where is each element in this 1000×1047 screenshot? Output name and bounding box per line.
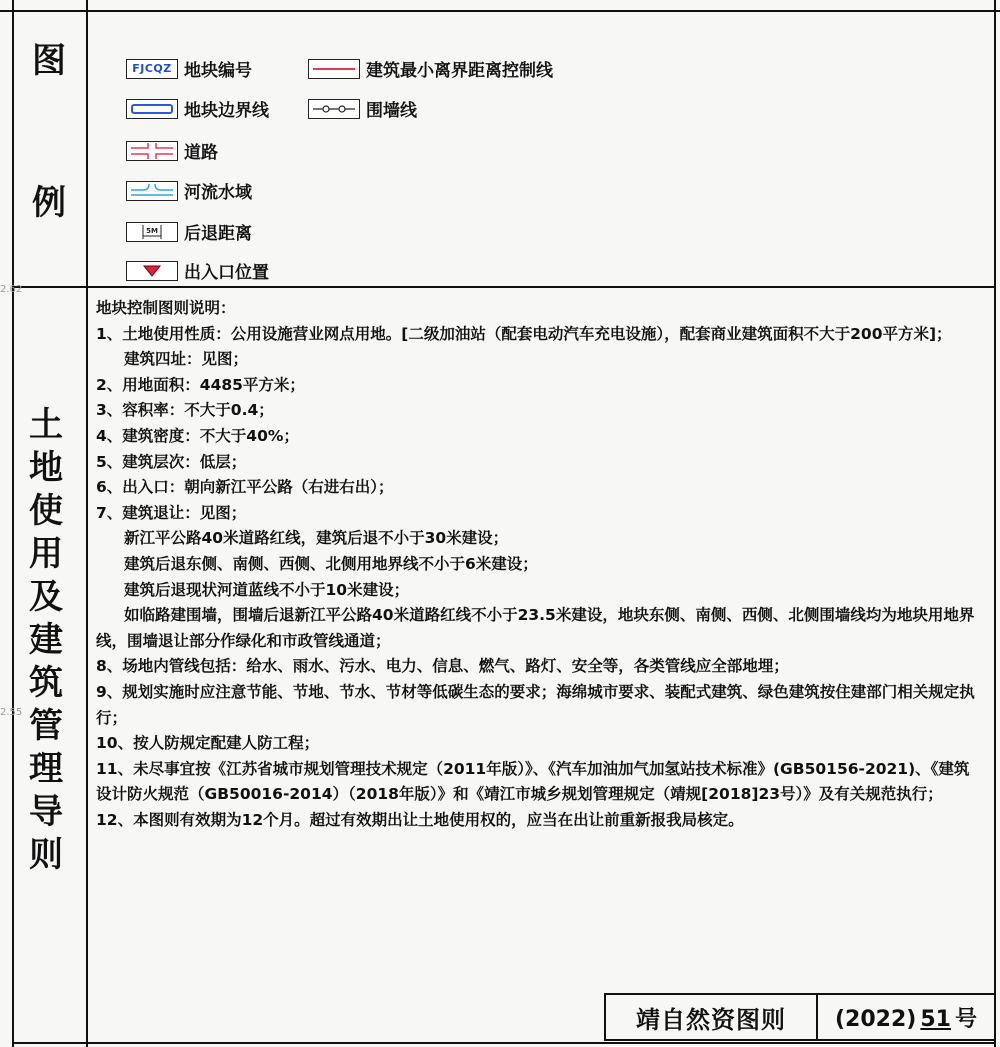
doc-number-box — [816, 993, 996, 1041]
frame-left-line — [12, 0, 14, 1047]
rule-line: 9、规划实施时应注意节能、节地、节水、节材等低碳生态的要求；海绵城市要求、装配式建筑、绿色建筑按住建部门相关规定执行； — [96, 682, 975, 727]
rules-side-label-char: 理 — [29, 749, 63, 789]
legend-min-boundary — [308, 56, 553, 81]
parcel-boundary-icon — [126, 99, 178, 119]
rules-side-label-char: 筑 — [29, 663, 63, 703]
rule-line: 10、按人防规定配建人防工程； — [96, 734, 320, 753]
rules-side-label-char: 导 — [29, 792, 63, 832]
river-icon — [126, 181, 178, 201]
legend-parcel-code — [126, 56, 252, 81]
rules-side-label-char: 则 — [29, 835, 63, 875]
rule-line: 11、未尽事宜按《江苏省城市规划管理技术规定（2011年版）》、《汽车加油加气加氢站技术标准》(GB50156-2021)、《建筑设计防火规范（GB50016-2014）（2018年版）》和《靖江市城乡规划管理规定（靖规[2018]23号）》及有关规范执行； — [96, 759, 970, 804]
entrance-icon — [126, 261, 178, 281]
rule-line: 如临路建围墙，围墙后退新江平公路40米道路红线不小于23.5米建设，地块东侧、南侧、西侧、北侧围墙线均为地块用地界线，围墙退让部分作绿化和市政管线通道； — [96, 606, 975, 650]
rules-side-label-char: 地 — [29, 448, 63, 488]
legend-label: 建筑最小离界距离控制线 — [366, 61, 553, 81]
margin-mark: 2.62 — [0, 284, 23, 295]
rule-line: 5、建筑层次：低层； — [96, 452, 247, 471]
rules-side-label-char: 及 — [29, 577, 63, 617]
rule-line: 1、土地使用性质：公用设施营业网点用地。[二级加油站（配套电动汽车充电设施），配套商业建筑面积不大于200平方米]； — [96, 324, 952, 343]
margin-mark: 2.55 — [0, 707, 23, 718]
legend-label: 出入口位置 — [184, 263, 269, 283]
doc-serial: 51 — [920, 1006, 951, 1032]
rules-side-label-char: 管 — [29, 706, 63, 746]
rules-side-label-char: 用 — [29, 534, 63, 574]
legend-river — [126, 178, 252, 203]
rules-side-label-char: 土 — [29, 405, 63, 445]
rule-line: 建筑四址：见图； — [124, 350, 249, 369]
doc-number — [835, 1002, 977, 1033]
legend-side-label-2: 例 — [32, 183, 66, 223]
legend-parcel-boundary — [126, 96, 269, 121]
legend-label: 围墙线 — [366, 101, 417, 121]
doc-title-box — [604, 993, 818, 1041]
rule-line: 2、用地面积：4485平方米； — [96, 375, 305, 394]
doc-title: 靖自然资图则 — [636, 1004, 786, 1034]
doc-year: (2022) — [835, 1006, 917, 1032]
legend-wall — [308, 96, 417, 121]
rules-side-label-char: 使 — [29, 491, 63, 531]
legend-side-label-1: 图 — [32, 41, 66, 81]
rule-line: 3、容积率：不大于0.4； — [96, 401, 274, 420]
legend-label: 地块边界线 — [184, 101, 269, 121]
rule-line: 7、建筑退让：见图； — [96, 503, 247, 522]
setback-icon — [126, 222, 178, 242]
control-rules-text — [96, 296, 976, 833]
frame-divider-line — [86, 0, 88, 1047]
frame-right-line — [994, 0, 996, 1047]
legend-entrance — [126, 258, 269, 283]
wall-line-icon — [308, 99, 360, 119]
legend-setback — [126, 219, 252, 244]
section-separator-line — [12, 286, 996, 288]
rule-line: 建筑后退现状河道蓝线不小于10米建设； — [124, 580, 410, 599]
legend-label: 地块编号 — [184, 61, 252, 81]
legend-label: 后退距离 — [184, 224, 252, 244]
doc-suffix: 号 — [954, 1006, 977, 1032]
min-boundary-line-icon — [308, 59, 360, 79]
rule-line: 新江平公路40米道路红线，建筑后退不小于30米建设； — [124, 529, 509, 548]
frame-bottom-line — [12, 1042, 996, 1044]
rule-line: 12、本图则有效期为12个月。超过有效期出让土地使用权的，应当在出让前重新报我局核定。 — [96, 810, 744, 829]
legend-label: 河流水域 — [184, 183, 252, 203]
road-icon — [126, 141, 178, 161]
rule-line: 8、场地内管线包括：给水、雨水、污水、电力、信息、燃气、路灯、安全等，各类管线应全部地埋； — [96, 657, 789, 676]
parcel-code-symbol: FJCQZ — [126, 59, 178, 79]
rules-title: 地块控制图则说明： — [96, 299, 236, 317]
rule-line: 6、出入口：朝向新江平公路（右进右出）； — [96, 478, 394, 497]
rule-line: 4、建筑密度：不大于40%； — [96, 426, 299, 445]
rules-side-label-char: 建 — [29, 620, 63, 660]
rule-line: 建筑后退东侧、南侧、西侧、北侧用地界线不小于6米建设； — [124, 554, 538, 573]
legend-label: 道路 — [184, 143, 218, 163]
setback-icon-text: 5M — [146, 226, 158, 235]
legend-road — [126, 138, 218, 163]
frame-top-line — [0, 10, 1000, 12]
